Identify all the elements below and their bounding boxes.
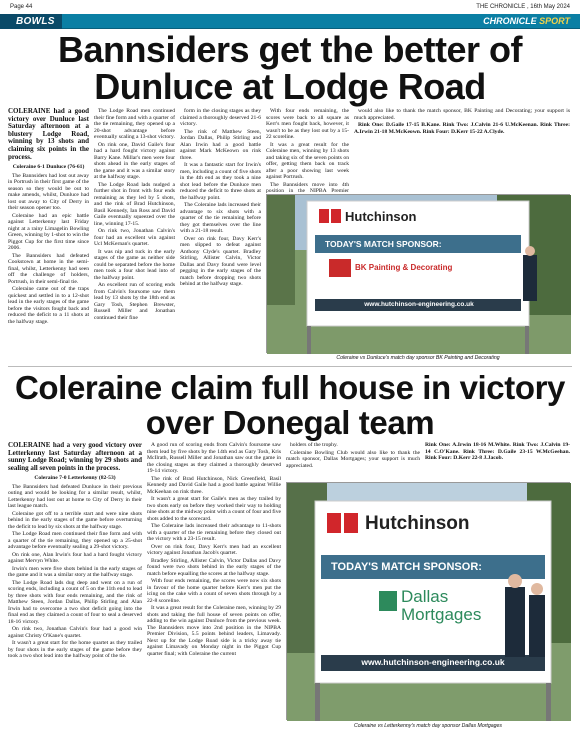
hutchinson-logo-text: Hutchinson — [345, 209, 417, 224]
article1-column-3 — [180, 108, 261, 364]
article2-column-2 — [147, 442, 281, 732]
article1-column-5 — [354, 108, 570, 192]
article1-column-2 — [94, 108, 175, 364]
paragraph: The Coleraine lads increased their advantage to six shots with a quarter of the tie remaining before they got themselves over the line with a 21-18 result. — [180, 202, 261, 234]
paragraph: An excellent run of scoring ends from Calvin's foursome saw them lead by 13 shots by the 18th end as Gary Tosh, Stephen Brewster, Russell Miller and Jonathan continued their fine — [94, 282, 175, 321]
article1-results: Rink One: D.Gaile 17-15 B.Kane. Rink Two: J.Calvin 21-6 U.McKeenan. Rink Three: A.Irwin 21-18 M.McKeown. Rink Four: D.Kerr 15-22 A.Clyde. — [354, 122, 570, 135]
article2-results: Rink One: A.Irwin 18-16 M.White. Rink Two: J.Calvin 19-14 C.O'Kane. Rink Three: D.Gaile 23-15 W.McGeehan. Rink Four: D.Kerr 22-8 J.Jacob. — [425, 442, 570, 461]
paragraph: The Coleraine lads increased their advantage to 11-shots with a quarter of the tie remaining before they closed out the victory with a 23-15 result. — [147, 523, 281, 542]
paragraph: It was nip and tuck in the early stages of the game as neither side could be separated before the home men took a four shot lead into of the halfway point. — [94, 248, 175, 281]
paragraph: The Lodge Road men continued their fine form and with a quarter of the tie remaining, they opened up a 20-shot advantage before eventually scaling a 13-shot victory. — [94, 108, 175, 140]
dallas-logo-text: Dallas — [401, 587, 449, 606]
article1-column-4 — [266, 108, 349, 192]
sponsor-title: TODAY'S MATCH SPONSOR: — [331, 561, 482, 573]
paragraph: form in the closing stages as they claimed a thoroughly deserved 21-6 victory. — [180, 108, 261, 127]
article1-caption: Coleraine vs Dunluce's match day sponsor BK Painting and Decorating — [336, 355, 500, 361]
paragraph: It wasn't a great start for Gaile's men as they trailed by two shots early on before they worked their way to holding nine shots at the midway point with a count of four and five shots added to the scorecard. — [147, 496, 281, 522]
paragraph: holders of the trophy. — [290, 442, 338, 448]
paragraph: The Lodge Road lads nudged a further shot in front with four ends remaining as they led by 5 shots, and the rink of Brad Hutchinson, Basil Kennedy, Ian Ross and David Gaile eventually squeezed over the line, winning 17-15. — [94, 181, 175, 227]
article1-column-1 — [8, 108, 89, 364]
bk-painting-logo-text: BK Painting & Decorating — [355, 263, 453, 272]
paragraph: The Lodge Road lads dug deep and went on a run of scoring ends, including a count of 5 on the 11th end to lead by three shots with four ends remaining, and the rink of Matthew Steen, Jordan Dallas, Philip Stirling and Alan Irwin had to overcome a two shot deficit going into the final end as they claimed a count of four to seal a deserved 18-16 victory. — [8, 579, 142, 625]
brand-label — [483, 14, 570, 29]
paragraph: The rink of Matthew Steen, Jordan Dallas, Philip Stirling and Alan Irwin had a good battle against Mark McKeown on rink three. — [180, 128, 261, 161]
mortgages-logo-text: Mortgages — [401, 605, 482, 624]
hutchinson-logo-text: Hutchinson — [365, 513, 470, 534]
paragraph: The Bannsiders move into 4th position in the NIPBA Premier — [266, 181, 349, 194]
article2-score: Coleraine 7-0 Letterkenny (82-53) — [34, 475, 116, 482]
brand-sport: SPORT — [539, 16, 570, 26]
article2-column-1 — [8, 442, 142, 732]
page-header — [10, 3, 570, 13]
article-divider — [8, 366, 572, 367]
paper-date: THE CHRONICLE , 16th May 2024 — [476, 4, 570, 10]
paragraph: Coleraine Bowling Club would also like to thank the match sponsor, Dallas Mortgages; your support is much appreciated. — [286, 449, 420, 469]
paragraph: Coleraine got off to a terrible start and were nine shots behind in the early stages of the game before overturning the deficit to lead by six shots at the halfway stage. — [8, 510, 142, 530]
paragraph: It was a great result for the Coleraine men, winning by 29 shots and taking the full house of seven points on offer, adding to the win against Dunluce from the previous week. The Bannsiders move into 2nd position in the NIPBA Premier Division, 5.5 points behind leaders, Limavady. Next up for the Lodge Road side is a tricky away tie against Limavady on Monday night in the Piggot Cup quarter final; with Coleraine the current — [147, 605, 281, 657]
article2-lead: COLERAINE had a very good victory over Letterkenny last Saturday afternoon at a sunny Lodge Road; winning by 29 shots and sealing all seven points in the process. — [8, 441, 142, 472]
paragraph: The Lodge Road men continued their fine form and with a quarter of the tie remaining, they opened up a 25-shot advantage before eventually sealing a 29-shot victory. — [8, 531, 142, 551]
article2-caption: Coleraine vs Letterkenny's match day sponsor Dallas Mortgages — [353, 723, 503, 729]
paragraph: Over on rink four, Davy Kerr's men slipped to defeat against Anthony Clyde's quartet. Bradley Stirling, Allister Calvin, Victor Dallas and Davy found were level pegging in the early stages of the match before dropping two shots behind at the halfway stage. — [180, 235, 261, 287]
banner-url: www.hutchinson-engineering.co.uk — [361, 657, 505, 667]
article2-column-3 — [286, 442, 420, 476]
paragraph: The Bannsiders had lost out away in Portrush in their first game of the season so they would be out to make amends, whilst, Dunluce had lost out away to City of Derry in their season opener too. — [8, 172, 89, 212]
paragraph: On rink one, David Gaile's four had a hard fought victory against Barry Kane. Millar's men were four shots ahead in the early stages of the game and it was a similar story at the halfway stage. — [94, 141, 175, 180]
paragraph: Bradley Stirling, Allister Calvin, Victor Dallas and Davy found were two shots behind in the early stages of the match before equalling the scores at the halfway stage. — [147, 557, 281, 577]
article1-lead: COLERAINE had a good victory over Dunluce last Saturday afternoon at a blustery Lodge Road, winning by 13 shots and claiming six points in the process. — [8, 107, 89, 161]
article1-score: Coleraine 6-1 Dunluce (76-61) — [12, 164, 85, 171]
paragraph: The rink of Brad Hutchinson, Nick Greenfield, Basil Kennedy and David Gaile had a good battle against Willie McKeehan on rink three. — [147, 475, 281, 495]
article2-headline: Coleraine claim full house in victory over Donegal team — [14, 369, 566, 441]
article1-headline: Bannsiders get the better of Dunluce at Lodge Road — [57, 29, 523, 107]
sponsor-title: TODAY'S MATCH SPONSOR: — [325, 239, 442, 249]
section-band — [0, 14, 580, 29]
paragraph: On rink two, Jonathan Calvin's four had a good win against Christy O'Kane's quartet. — [8, 626, 142, 639]
paragraph: would also like to thank the match sponsor, BK Painting and Decorating; your support is much appreciated. — [354, 108, 570, 121]
paragraph: Irwin's men were five shots behind in the early stages of the game and it was a similar story at the halfway stage. — [8, 565, 142, 579]
paragraph: A good run of scoring ends from Calvin's foursome saw them lead by five shots by the 14th end as Gary Tosh, Kris McIlrath, Russell Miller and Jonathan saw out the game in the closing stages as they claimed a thoroughly deserved 19-14 victory. — [147, 442, 281, 474]
paragraph: Over on rink four, Davy Kerr's men had an excellent victory against Jonathan Jacob's quartet. — [147, 543, 281, 556]
banner-url: www.hutchinson-engineering.co.uk — [364, 301, 474, 308]
sponsor-banner-photo — [267, 195, 571, 354]
article2-photo — [286, 482, 570, 720]
page-number: Page 44 — [10, 4, 33, 10]
paragraph: It wasn't a great start for the home quartet as they trailed by four shots in the early stages of the game before they took a two shot lead into the halfway point of the tie. — [8, 640, 142, 660]
paragraph: It was a fantastic start for Irwin's men, including a count of five shots in the 4th end as they took a nine shot lead before the Dunluce men reduced the deficit to three shots at the halfway point. — [180, 162, 261, 201]
paragraph: The Bannsiders had defeated Cookstown at home in the semi-final, whilst, Letterkenny had seen off the challenge of holders, Portrush, in their semi-final tie. — [8, 252, 89, 285]
brand-main: CHRONICLE — [483, 16, 537, 26]
paragraph: Coleraine had an epic battle against Letterkenny last Friday night at a rainy Limagelin Bowling Green, winning by 1-shot to win the Piggot Cup for the first time since 2006. — [8, 212, 89, 252]
paragraph: With four ends remaining, the scores were back to all square as Kerr's men fought back, however, it wasn't to be as they lost out by a 15-22 scoreline. — [266, 108, 349, 140]
article1-photo — [266, 194, 570, 353]
section-label: BOWLS — [0, 14, 62, 29]
paragraph: With four ends remaining, the scores were now six shots in favour of the home quarter before Kerr's men put the icing on the cake with a count of seven shots through by a 22-8 scoreline. — [147, 578, 281, 604]
paragraph: Coleraine came out of the traps quickest and settled in to a 12-shot lead in the early stages of the game before the visitors fought back and reduced the deficit to a 11 shots at the halfway stage. — [8, 286, 89, 325]
paragraph: The Bannsiders had defeated Dunluce in their previous outing and would be looking for a similar result, whilst, Letterkenny had lost out at home to City of Derry in their last league match. — [8, 483, 142, 510]
paragraph: On rink two, Jonathan Calvin's four had an excellent win against Ucl McKernan's quartet. — [94, 228, 175, 247]
paragraph: On rink one, Alan Irwin's four had a hard fought victory against Mervyn White. — [8, 551, 142, 565]
paragraph: It was a great result for the Coleraine men, winning by 13 shots and taking six of the seven points on offer, getting them back on track after a poor showing last week against Portrush. — [266, 141, 349, 180]
